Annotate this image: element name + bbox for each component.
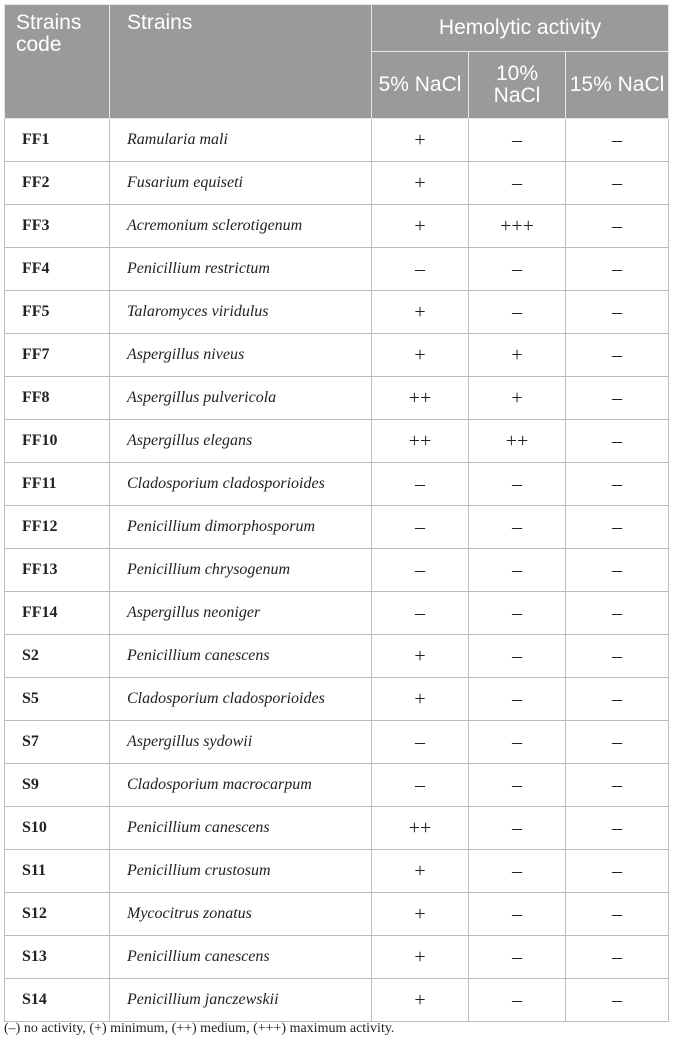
table-row [5,549,669,592]
activity-15-nacl-cell: – [566,506,669,549]
activity-5-nacl-cell: – [372,764,469,807]
activity-10-nacl-cell: – [469,764,566,807]
table-row [5,291,669,334]
strain-name-cell: Penicillium crustosum [110,850,372,893]
activity-15-nacl-cell: – [566,248,669,291]
strain-code-cell: FF8 [5,377,110,420]
activity-15-nacl-cell: – [566,463,669,506]
strain-name-cell: Aspergillus sydowii [110,721,372,764]
header-15-nacl: 15% NaCl [566,52,669,119]
hemolytic-activity-table [4,4,669,1022]
strain-code-cell: FF3 [5,205,110,248]
table-row [5,377,669,420]
activity-10-nacl-cell: – [469,936,566,979]
activity-5-nacl-cell: + [372,850,469,893]
activity-5-nacl-cell: + [372,162,469,205]
strain-name-cell: Aspergillus niveus [110,334,372,377]
table-row [5,979,669,1022]
strain-name-cell: Penicillium canescens [110,807,372,850]
activity-5-nacl-cell: – [372,721,469,764]
table-row [5,420,669,463]
strain-code-cell: FF11 [5,463,110,506]
table-row [5,850,669,893]
strain-name-cell: Cladosporium cladosporioides [110,463,372,506]
strain-code-cell: FF13 [5,549,110,592]
activity-5-nacl-cell: + [372,334,469,377]
strain-code-cell: S14 [5,979,110,1022]
strain-name-cell: Aspergillus pulvericola [110,377,372,420]
strain-name-cell: Penicillium dimorphosporum [110,506,372,549]
table-body [5,119,669,1022]
strain-code-cell: FF5 [5,291,110,334]
activity-5-nacl-cell: + [372,635,469,678]
activity-5-nacl-cell: + [372,205,469,248]
strain-name-cell: Penicillium chrysogenum [110,549,372,592]
activity-5-nacl-cell: + [372,893,469,936]
activity-10-nacl-cell: – [469,506,566,549]
activity-5-nacl-cell: – [372,506,469,549]
activity-10-nacl-cell: + [469,377,566,420]
activity-5-nacl-cell: + [372,119,469,162]
strain-name-cell: Fusarium equiseti [110,162,372,205]
header-strains-code: Strains code [5,5,110,119]
activity-15-nacl-cell: – [566,936,669,979]
activity-15-nacl-cell: – [566,807,669,850]
activity-5-nacl-cell: + [372,291,469,334]
strain-code-cell: FF10 [5,420,110,463]
activity-15-nacl-cell: – [566,119,669,162]
activity-5-nacl-cell: + [372,678,469,721]
strain-name-cell: Ramularia mali [110,119,372,162]
activity-15-nacl-cell: – [566,721,669,764]
activity-15-nacl-cell: – [566,205,669,248]
activity-10-nacl-cell: ++ [469,420,566,463]
activity-10-nacl-cell: – [469,807,566,850]
table-row [5,463,669,506]
activity-5-nacl-cell: ++ [372,377,469,420]
activity-15-nacl-cell: – [566,291,669,334]
activity-5-nacl-cell: + [372,936,469,979]
table-row [5,635,669,678]
activity-10-nacl-cell: +++ [469,205,566,248]
activity-15-nacl-cell: – [566,635,669,678]
strain-name-cell: Penicillium canescens [110,635,372,678]
strain-name-cell: Talaromyces viridulus [110,291,372,334]
activity-10-nacl-cell: – [469,592,566,635]
activity-10-nacl-cell: – [469,678,566,721]
table-footnote: (–) no activity, (+) minimum, (++) medium, (+++) maximum activity. [4,1021,395,1036]
activity-5-nacl-cell: – [372,549,469,592]
activity-15-nacl-cell: – [566,334,669,377]
table-row [5,936,669,979]
strain-code-cell: S12 [5,893,110,936]
activity-10-nacl-cell: – [469,721,566,764]
strain-code-cell: S9 [5,764,110,807]
activity-5-nacl-cell: – [372,463,469,506]
strain-code-cell: FF4 [5,248,110,291]
strain-code-cell: S11 [5,850,110,893]
strain-name-cell: Aspergillus elegans [110,420,372,463]
activity-5-nacl-cell: – [372,592,469,635]
header-strains: Strains [110,5,372,119]
strain-code-cell: FF12 [5,506,110,549]
table-row [5,334,669,377]
activity-10-nacl-cell: – [469,979,566,1022]
activity-15-nacl-cell: – [566,678,669,721]
table-row [5,592,669,635]
strain-name-cell: Mycocitrus zonatus [110,893,372,936]
table-row [5,205,669,248]
strain-name-cell: Cladosporium macrocarpum [110,764,372,807]
header-5-nacl: 5% NaCl [372,52,469,119]
activity-10-nacl-cell: – [469,248,566,291]
activity-15-nacl-cell: – [566,420,669,463]
strain-code-cell: FF14 [5,592,110,635]
table-row [5,248,669,291]
activity-15-nacl-cell: – [566,549,669,592]
strain-name-cell: Cladosporium cladosporioides [110,678,372,721]
activity-15-nacl-cell: – [566,162,669,205]
activity-15-nacl-cell: – [566,377,669,420]
strain-code-cell: FF1 [5,119,110,162]
strain-code-cell: S13 [5,936,110,979]
table-row [5,764,669,807]
activity-10-nacl-cell: – [469,463,566,506]
activity-10-nacl-cell: – [469,291,566,334]
activity-15-nacl-cell: – [566,979,669,1022]
activity-10-nacl-cell: – [469,549,566,592]
strain-name-cell: Aspergillus neoniger [110,592,372,635]
activity-5-nacl-cell: ++ [372,420,469,463]
strain-code-cell: S2 [5,635,110,678]
strain-name-cell: Penicillium restrictum [110,248,372,291]
activity-10-nacl-cell: + [469,334,566,377]
table-row [5,807,669,850]
activity-15-nacl-cell: – [566,764,669,807]
table-row [5,678,669,721]
activity-10-nacl-cell: – [469,162,566,205]
activity-5-nacl-cell: – [372,248,469,291]
strain-name-cell: Penicillium janczewskii [110,979,372,1022]
activity-15-nacl-cell: – [566,592,669,635]
header-hemolytic-activity: Hemolytic activity [372,5,669,52]
activity-10-nacl-cell: – [469,635,566,678]
strain-name-cell: Penicillium canescens [110,936,372,979]
table-row [5,162,669,205]
strain-code-cell: S7 [5,721,110,764]
table-row [5,119,669,162]
activity-15-nacl-cell: – [566,893,669,936]
strain-name-cell: Acremonium sclerotigenum [110,205,372,248]
activity-10-nacl-cell: – [469,850,566,893]
strain-code-cell: FF7 [5,334,110,377]
activity-10-nacl-cell: – [469,893,566,936]
strain-code-cell: S10 [5,807,110,850]
table-row [5,721,669,764]
activity-15-nacl-cell: – [566,850,669,893]
strain-code-cell: FF2 [5,162,110,205]
activity-5-nacl-cell: + [372,979,469,1022]
strain-code-cell: S5 [5,678,110,721]
table-row [5,506,669,549]
table-row [5,893,669,936]
activity-10-nacl-cell: – [469,119,566,162]
header-10-nacl: 10% NaCl [469,52,566,119]
activity-5-nacl-cell: ++ [372,807,469,850]
